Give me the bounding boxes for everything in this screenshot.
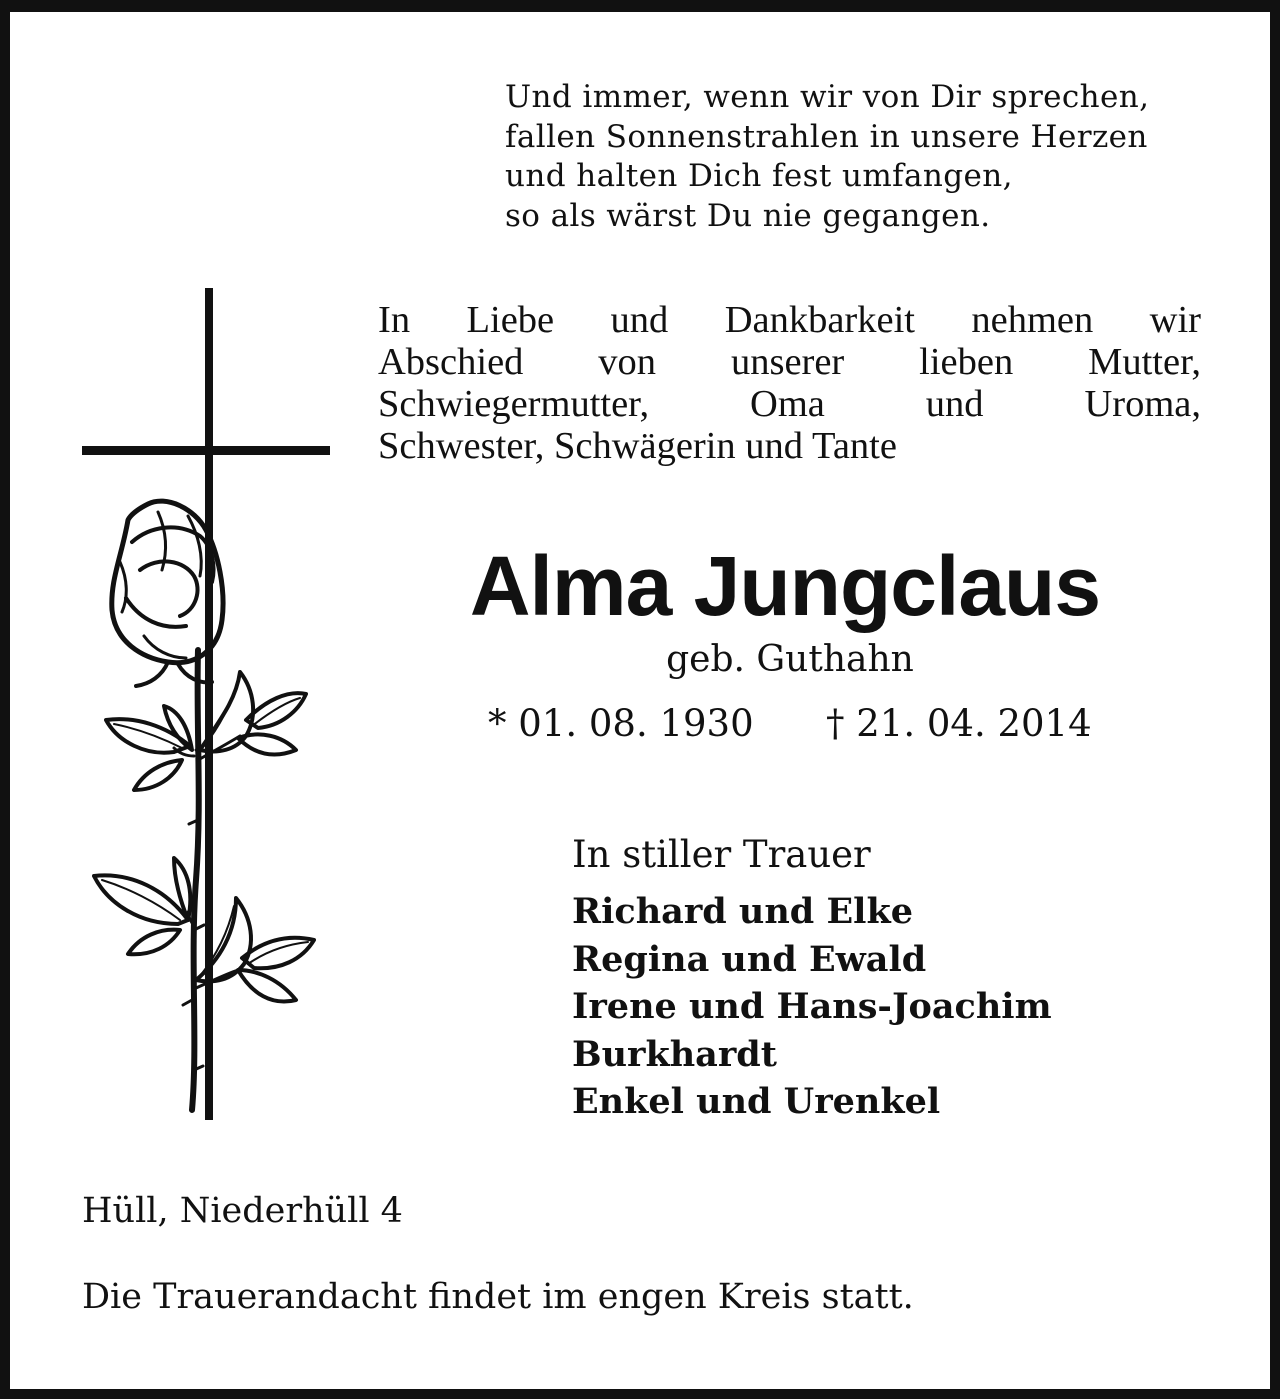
mourner-name: Richard und Elke — [572, 891, 913, 932]
cross-with-rose-icon — [70, 280, 330, 1130]
mourner-name: Regina und Ewald — [572, 938, 927, 980]
intro-line: In Liebe und Dankbarkeit nehmen wir — [378, 299, 1201, 341]
poem-line: Und immer, wenn wir von Dir sprechen, — [505, 79, 1150, 115]
deceased-name: Alma Jungclaus — [469, 539, 1101, 633]
mourner-name: Enkel und Urenkel — [572, 1081, 941, 1122]
intro-paragraph — [378, 299, 1201, 467]
poem-line: fallen Sonnenstrahlen in unsere Herzen — [505, 118, 1148, 155]
death-date: † 21. 04. 2014 — [826, 702, 1092, 745]
mourner-name: Irene und Hans-Joachim — [572, 986, 1052, 1027]
intro-line: Schwiegermutter, Oma und Uroma, — [378, 383, 1201, 425]
intro-line: Abschied von unserer lieben Mutter, — [378, 341, 1201, 383]
intro-line: Schwester, Schwägerin und Tante — [378, 425, 897, 467]
mourning-label: In stiller Trauer — [572, 833, 871, 876]
address: Hüll, Niederhüll 4 — [82, 1191, 403, 1231]
maiden-name: geb. Guthahn — [666, 639, 914, 680]
poem-line: so als wärst Du nie gegangen. — [505, 197, 991, 234]
mourners-list — [572, 888, 1052, 1126]
birth-date: * 01. 08. 1930 — [488, 702, 754, 745]
poem-line: und halten Dich fest umfangen, — [505, 158, 1013, 194]
mourner-name: Burkhardt — [572, 1033, 777, 1075]
poem — [505, 78, 1225, 236]
life-dates — [380, 700, 1200, 748]
service-note: Die Trauerandacht findet im engen Kreis statt. — [82, 1277, 914, 1317]
